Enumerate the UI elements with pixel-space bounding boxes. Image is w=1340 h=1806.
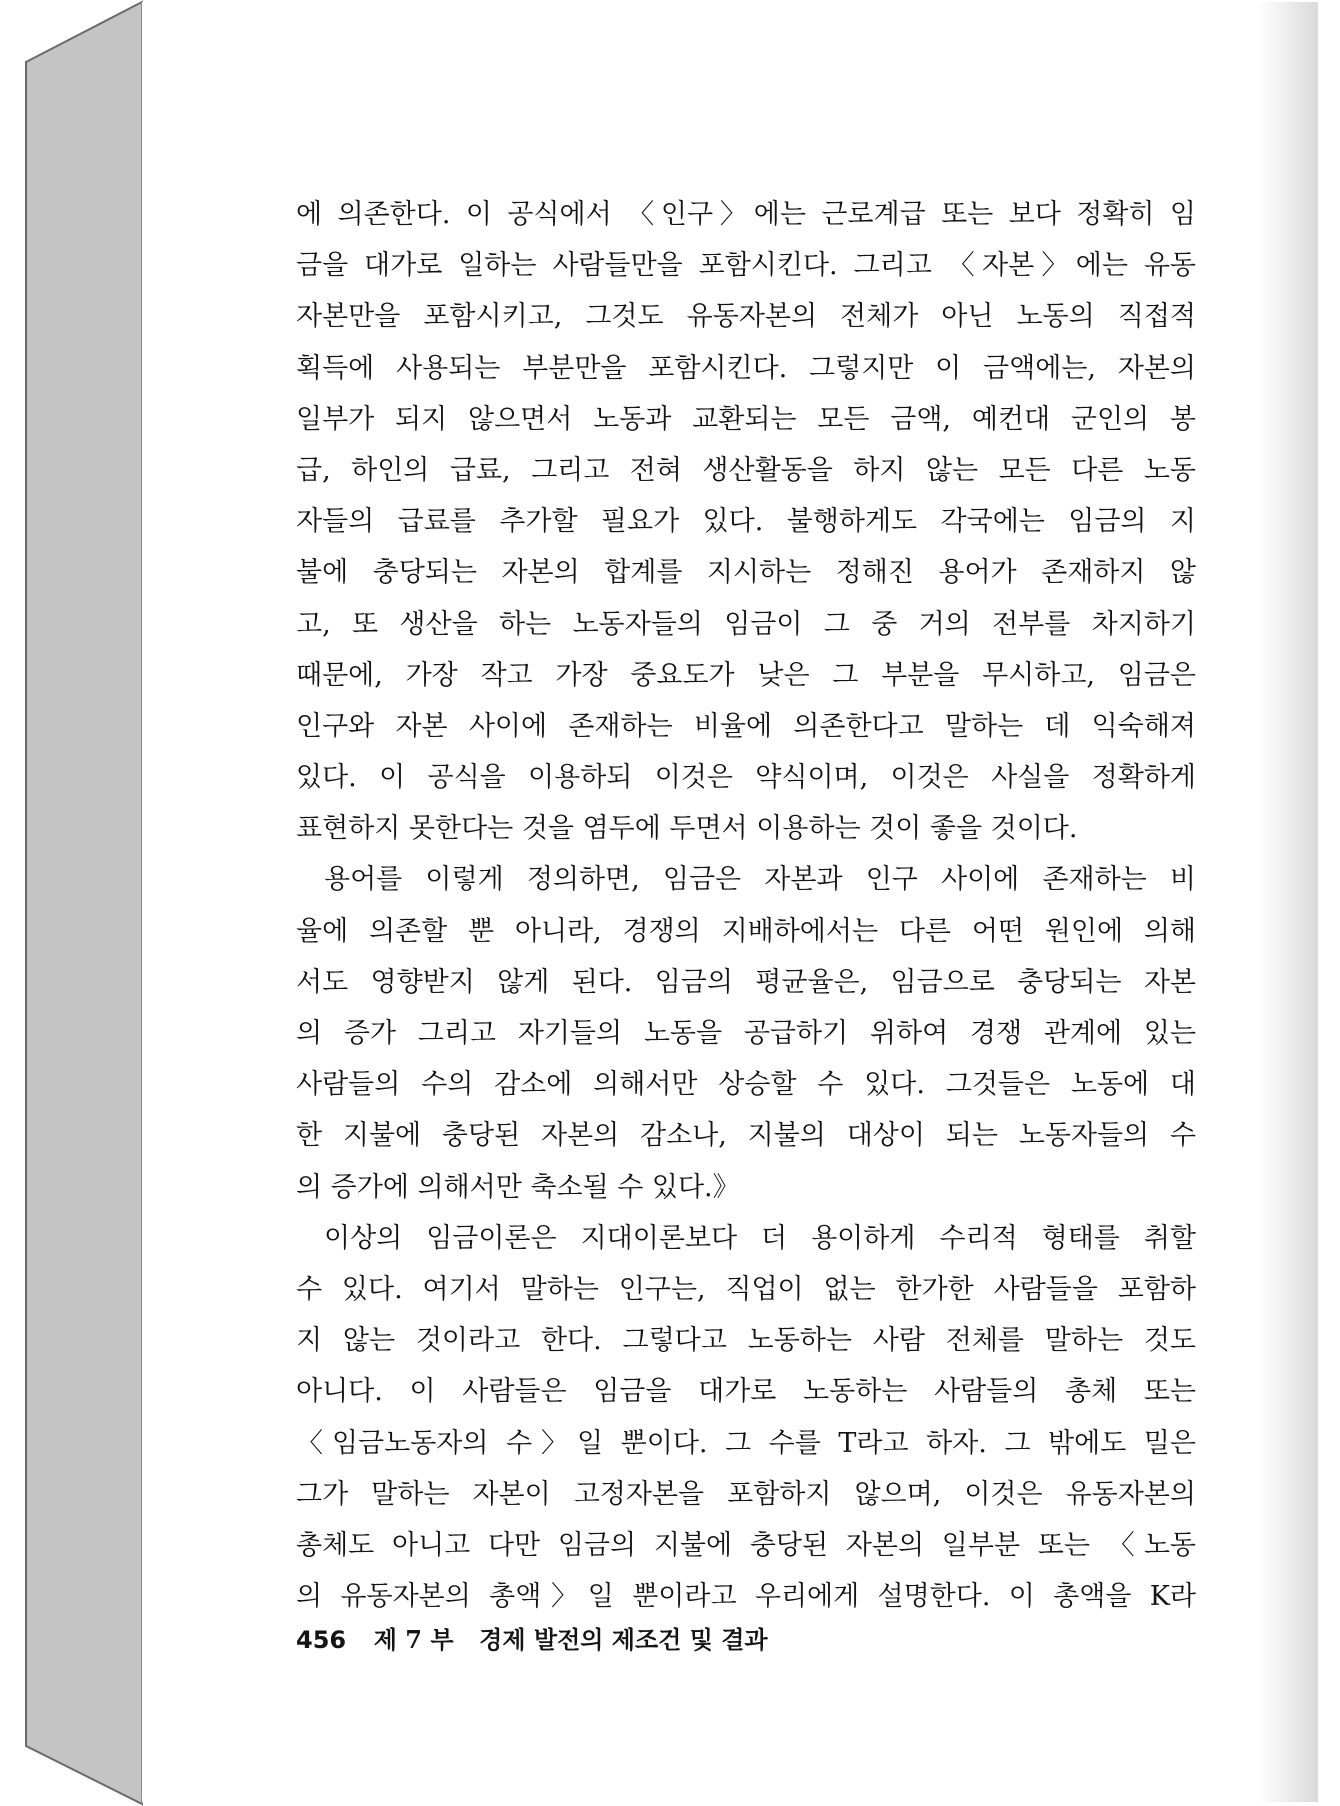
text-line: 불에 충당되는 자본의 합계를 지시하는 정해진 용어가 존재하지 않 [296,557,1196,589]
text-line: 용어를 이렇게 정의하면, 임금은 자본과 인구 사이에 존재하는 비 [324,864,1196,896]
text-line: 그가 말하는 자본이 고정자본을 포함하지 않으며, 이것은 유동자본의 [296,1478,1196,1510]
text-line: 때문에, 가장 작고 가장 중요도가 낮은 그 부분을 무시하고, 임금은 [296,659,1196,691]
book-page [142,2,1318,1802]
text-line: 이상의 임금이론은 지대이론보다 더 용이하게 수리적 형태를 취할 [324,1222,1196,1254]
text-line: 총체도 아니고 다만 임금의 지불에 충당된 자본의 일부분 또는 〈노동 [296,1529,1196,1561]
text-line: 의 증가 그리고 자기들의 노동을 공급하기 위하여 경쟁 관계에 있는 [296,1018,1196,1049]
text-line: 의 유동자본의 총액〉일 뿐이라고 우리에게 설명한다. 이 총액을 K라 [296,1581,1196,1613]
text-line: 인구와 자본 사이에 존재하는 비율에 의존한다고 말하는 데 익숙해져 [296,710,1196,742]
text-line: 지 않는 것이라고 한다. 그렇다고 노동하는 사람 전체를 말하는 것도 [296,1325,1196,1357]
text-line: 사람들의 수의 감소에 의해서만 상승할 수 있다. 그것들은 노동에 대 [296,1069,1196,1101]
text-line: 있다. 이 공식을 이용하되 이것은 약식이며, 이것은 사실을 정확하게 [296,762,1196,794]
chapter-title: 경제 발전의 제조건 및 결과 [479,1625,768,1654]
text-line: 수 있다. 여기서 말하는 인구는, 직업이 없는 한가한 사람들을 포함하 [296,1273,1196,1305]
text-line: 아니다. 이 사람들은 임금을 대가로 노동하는 사람들의 총체 또는 [296,1376,1196,1408]
text-line: 표현하지 못한다는 것을 염두에 두면서 이용하는 것이 좋을 것이다. [296,813,1078,845]
text-line: 일부가 되지 않으면서 노동과 교환되는 모든 금액, 예컨대 군인의 봉 [296,403,1196,435]
text-line: 금을 대가로 일하는 사람들만을 포함시킨다. 그리고 〈자본〉에는 유동 [296,250,1196,282]
text-line: 에 의존한다. 이 공식에서 〈인구〉에는 근로계급 또는 보다 정확히 임 [296,199,1196,230]
page-footer [296,1620,768,1655]
text-line: 고, 또 생산을 하는 노동자들의 임금이 그 중 거의 전부를 차지하기 [296,608,1196,640]
text-line: 율에 의존할 뿐 아니라, 경쟁의 지배하에서는 다른 어떤 원인에 의해 [296,915,1196,947]
text-line: 서도 영향받지 않게 된다. 임금의 평균율은, 임금으로 충당되는 자본 [296,966,1196,998]
text-line: 자본만을 포함시키고, 그것도 유동자본의 전체가 아닌 노동의 직접적 [296,301,1196,333]
page-edge-shadow [1258,2,1318,1802]
body-text [296,189,1196,1622]
text-line: 급, 하인의 급료, 그리고 전혀 생산활동을 하지 않는 모든 다른 노동 [296,454,1196,486]
page-number: 456 [296,1626,347,1654]
text-line: 의 증가에 의해서만 축소될 수 있다.》 [296,1171,740,1203]
text-line: 자들의 급료를 추가할 필요가 있다. 불행하게도 각국에는 임금의 지 [296,506,1196,538]
text-line: 획득에 사용되는 부분만을 포함시킨다. 그렇지만 이 금액에는, 자본의 [296,352,1196,384]
text-line: 한 지불에 충당된 자본의 감소나, 지불의 대상이 되는 노동자들의 수 [296,1120,1196,1152]
part-label: 제 7 부 [373,1625,454,1654]
text-line: 〈임금노동자의 수〉일 뿐이다. 그 수를 T라고 하자. 그 밖에도 밀은 [296,1427,1196,1459]
